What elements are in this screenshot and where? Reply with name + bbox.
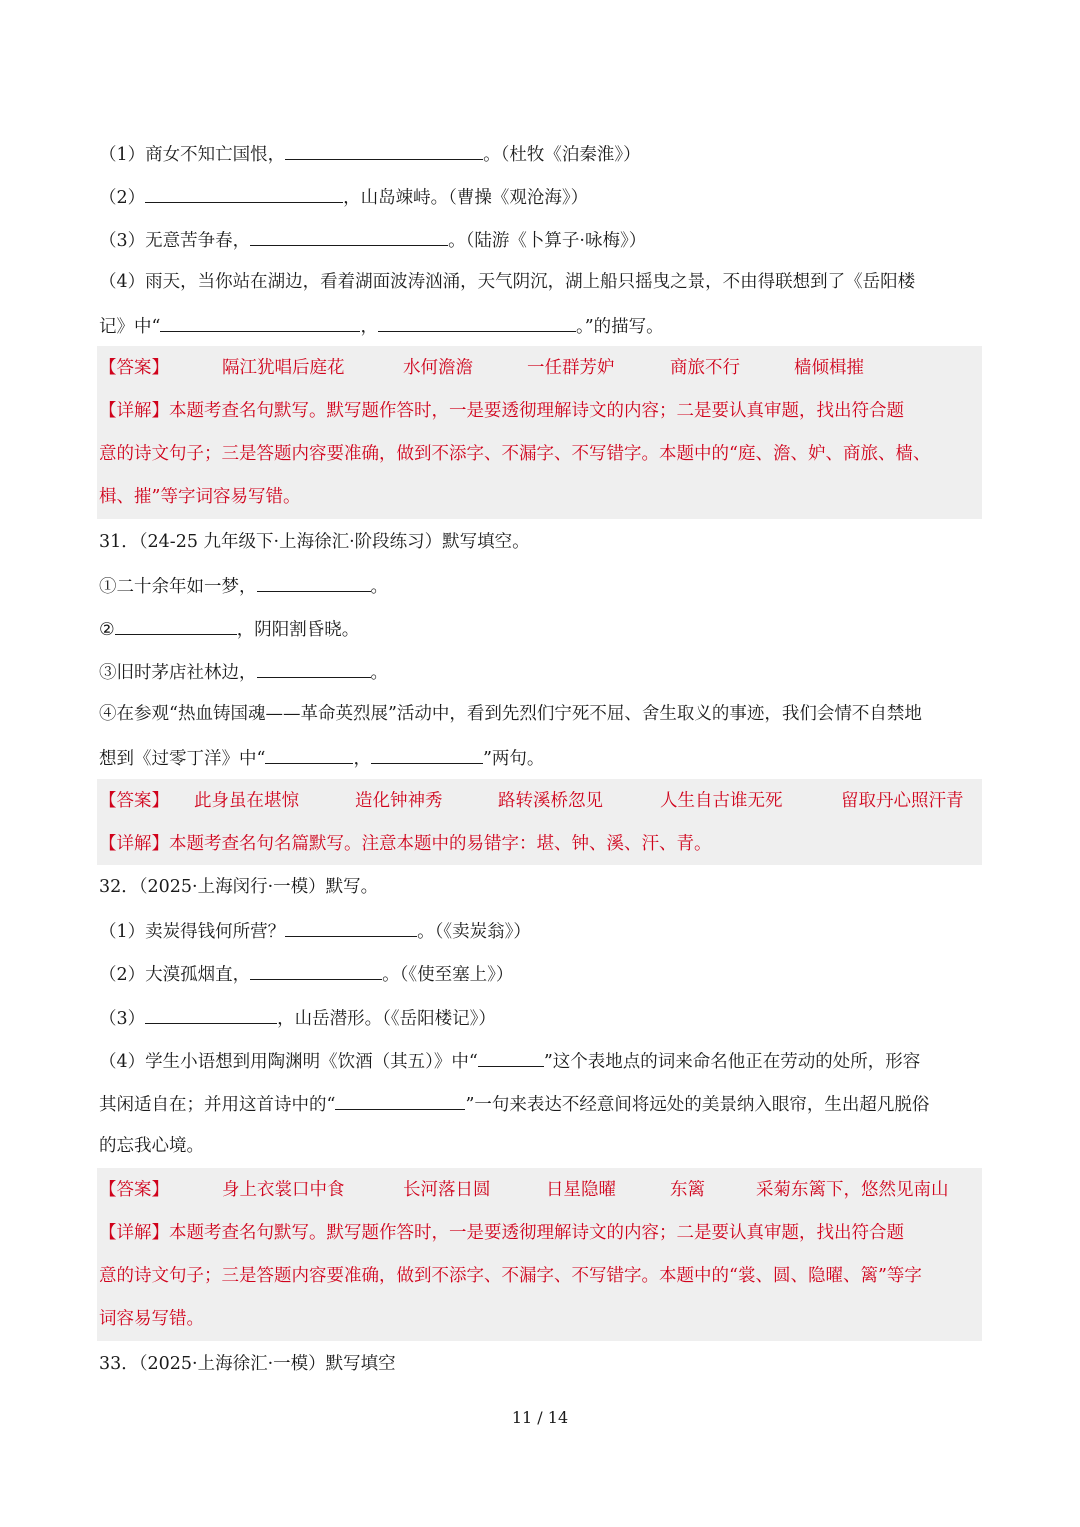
q31-line-2-text-a: ②	[99, 620, 115, 640]
q32-line-3-text-a: （3）	[99, 1009, 146, 1029]
q30-line-5-text-c: 。”的描写。	[575, 317, 664, 337]
q32-answer-label: 【答案】	[99, 1180, 169, 1200]
q30-detail-line-1: 【详解】本题考查名句默写。默写题作答时，一是要透彻理解诗文的内容；二是要认真审题，找出符合题	[99, 401, 904, 421]
q31-line-1-text-a: ①二十余年如一梦，	[99, 577, 257, 597]
q31-line-1-text-b: 。	[370, 577, 388, 597]
q31-answer-label: 【答案】	[99, 791, 169, 811]
q31-line-5	[99, 745, 544, 771]
q32-line-1-text-a: （1）卖炭得钱何所营？	[99, 922, 286, 942]
q30-answer-4: 商旅不行	[670, 358, 740, 378]
blank	[285, 918, 417, 937]
q30-line-3	[99, 227, 646, 253]
blank	[335, 1091, 465, 1110]
blank	[371, 745, 483, 764]
q31-line-5-text-c: ”两句。	[482, 749, 545, 769]
q30-answer-5: 樯倾楫摧	[794, 358, 864, 378]
q32-line-4-text-b: ”这个表地点的词来命名他正在劳动的处所，形容	[543, 1052, 921, 1072]
blank	[257, 573, 371, 592]
q32-answer-1: 身上衣裳口中食	[222, 1180, 345, 1200]
q32-line-6: 的忘我心境。	[99, 1136, 204, 1156]
q33-title: 33．（2025·上海徐汇·一模）默写填空	[99, 1354, 396, 1374]
q32-detail-line-1: 【详解】本题考查名句默写。默写题作答时，一是要透彻理解诗文的内容；二是要认真审题，找出符合题	[99, 1223, 904, 1243]
q31-line-1	[99, 573, 388, 599]
q31-line-5-text-a: 想到《过零丁洋》中“	[99, 749, 266, 769]
q32-answer-5: 采菊东篱下，悠然见南山	[756, 1180, 949, 1200]
q30-line-2-text-b: ，山岛竦峙。（曹操《观沧海》）	[343, 188, 589, 208]
blank	[257, 659, 371, 678]
blank	[145, 184, 343, 203]
q30-line-1	[99, 141, 641, 167]
blank	[160, 313, 360, 332]
blank	[145, 1005, 277, 1024]
blank	[115, 616, 237, 635]
q31-line-4: ④在参观“热血铸国魂——革命英烈展”活动中，看到先烈们宁死不屈、舍生取义的事迹，我们会情不自禁地	[99, 704, 922, 724]
q32-detail-line-2: 意的诗文句子；三是答题内容要准确，做到不添字、不漏字、不写错字。本题中的“裳、圆、隐曜、篱”等字	[99, 1266, 922, 1286]
q31-title: 31．（24-25 九年级下·上海徐汇·阶段练习）默写填空。	[99, 532, 530, 552]
q32-answer-3: 日星隐曜	[546, 1180, 616, 1200]
q31-line-5-text-b: ，	[353, 749, 371, 769]
q30-detail-line-2: 意的诗文句子；三是答题内容要准确，做到不添字、不漏字、不写错字。本题中的“庭、澹、妒、商旅、樯、	[99, 444, 931, 464]
blank	[378, 313, 576, 332]
q31-answer-5: 留取丹心照汗青	[841, 791, 964, 811]
page-number: 11 / 14	[511, 1408, 569, 1427]
q30-line-5-text-a: 记》中“	[99, 317, 161, 337]
q31-answer-1: 此身虽在堪惊	[194, 791, 299, 811]
q32-answer-2: 长河落日圆	[403, 1180, 491, 1200]
q32-line-3-text-b: ，山岳潜形。（《岳阳楼记》）	[277, 1009, 496, 1029]
q31-line-3	[99, 659, 388, 685]
q31-answer-4: 人生自古谁无死	[660, 791, 783, 811]
blank	[265, 745, 353, 764]
q31-line-2-text-b: ，阴阳割昏晓。	[236, 620, 360, 640]
q32-line-3	[99, 1005, 496, 1031]
q31-line-3-text-b: 。	[370, 663, 388, 683]
q31-line-3-text-a: ③旧时茅店社林边，	[99, 663, 257, 683]
q32-title: 32．（2025·上海闵行·一模）默写。	[99, 877, 379, 897]
q30-line-4: （4）雨天，当你站在湖边，看着湖面波涛汹涌，天气阴沉，湖上船只摇曳之景，不由得联想到了《岳阳楼	[99, 272, 916, 292]
q32-detail-line-3: 词容易写错。	[99, 1309, 204, 1329]
q30-line-5	[99, 313, 664, 339]
blank	[285, 141, 483, 160]
q32-line-1-text-b: 。（《卖炭翁》）	[417, 922, 531, 942]
q30-line-1-text-b: 。（杜牧《泊秦淮》）	[483, 145, 641, 165]
q31-detail-line-1: 【详解】本题考查名句名篇默写。注意本题中的易错字：堪、钟、溪、汗、青。	[99, 834, 712, 854]
blank	[478, 1048, 544, 1067]
q32-line-2	[99, 961, 513, 987]
q30-line-1-text-a: （1）商女不知亡国恨，	[99, 145, 286, 165]
q31-answer-3: 路转溪桥忽见	[498, 791, 603, 811]
q32-line-5-text-a: 其闲适自在；并用这首诗中的“	[99, 1095, 336, 1115]
q32-line-4-text-a: （4）学生小语想到用陶渊明《饮酒（其五）》中“	[99, 1052, 478, 1072]
q30-line-3-text-b: 。（陆游《卜算子·咏梅》）	[448, 231, 647, 251]
q30-answer-2: 水何澹澹	[403, 358, 473, 378]
q30-line-2-text-a: （2）	[99, 188, 146, 208]
q32-line-4	[99, 1048, 920, 1074]
q30-line-5-text-b: ，	[360, 317, 378, 337]
q30-line-2	[99, 184, 588, 210]
q30-answer-3: 一任群芳妒	[527, 358, 615, 378]
q32-line-5-text-b: ”一句来表达不经意间将远处的美景纳入眼帘，生出超凡脱俗	[465, 1095, 930, 1115]
blank	[250, 227, 448, 246]
q30-detail-line-3: 楫、摧”等字词容易写错。	[99, 487, 301, 507]
q32-answer-4: 东篱	[670, 1180, 705, 1200]
q32-line-5	[99, 1091, 929, 1117]
q32-line-1	[99, 918, 531, 944]
q32-line-2-text-a: （2）大漠孤烟直，	[99, 965, 251, 985]
q32-line-2-text-b: 。（《使至塞上》）	[382, 965, 514, 985]
q31-answer-2: 造化钟神秀	[355, 791, 443, 811]
q30-answer-1: 隔江犹唱后庭花	[222, 358, 345, 378]
q31-line-2	[99, 616, 359, 642]
q30-answer-label: 【答案】	[99, 358, 169, 378]
blank	[250, 961, 382, 980]
q30-line-3-text-a: （3）无意苦争春，	[99, 231, 251, 251]
